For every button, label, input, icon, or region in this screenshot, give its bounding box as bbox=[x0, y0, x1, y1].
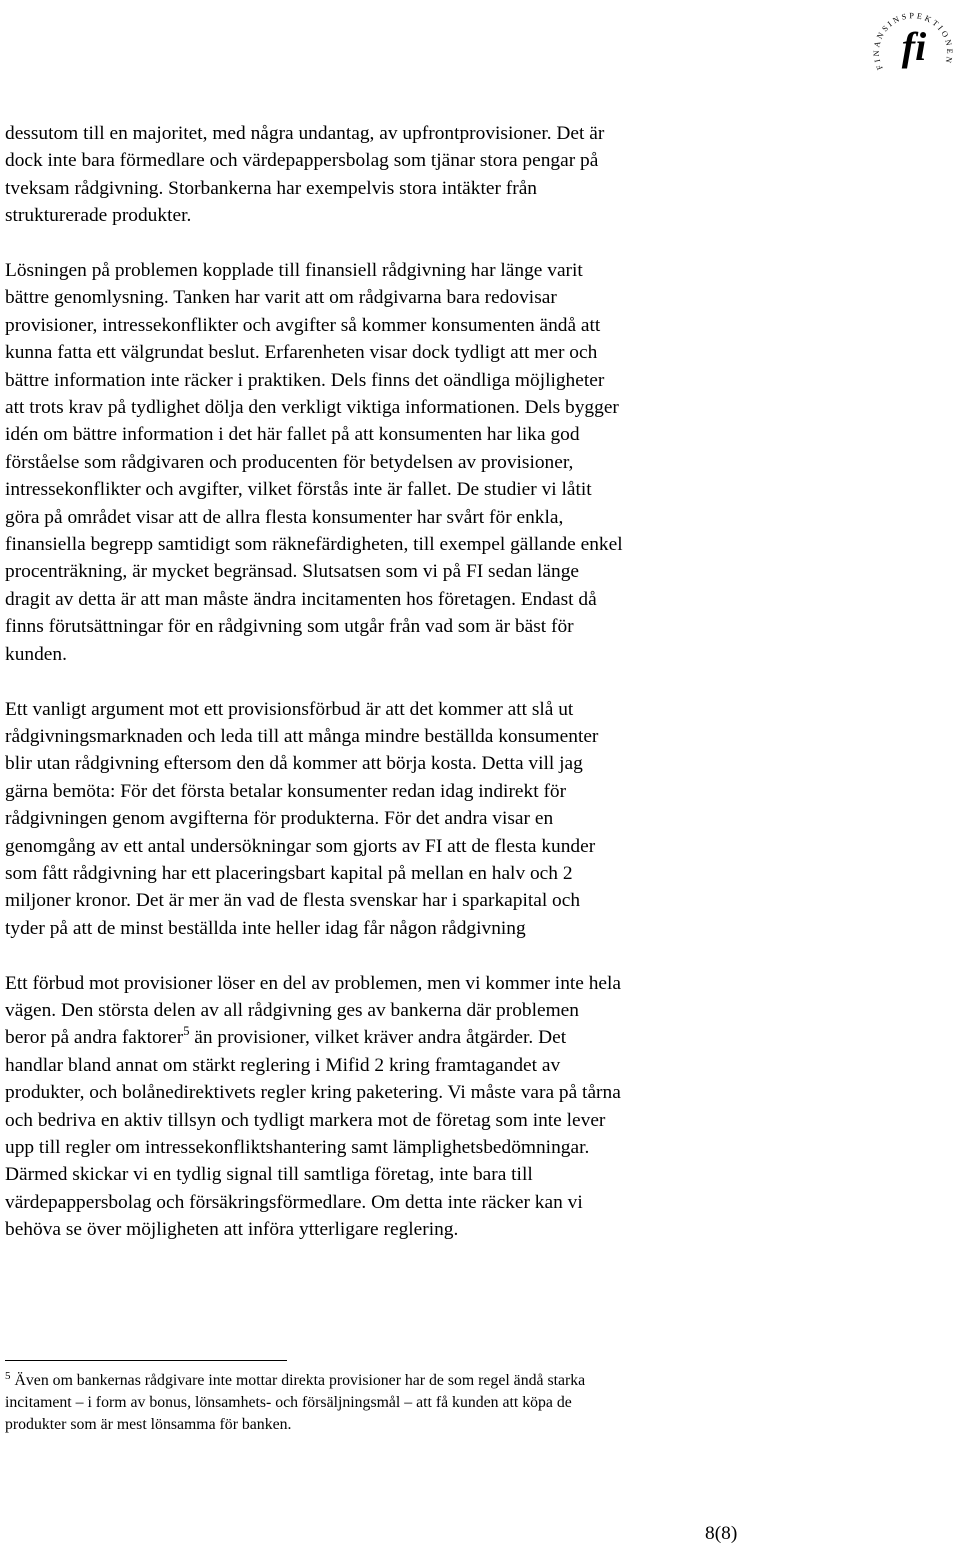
text-line: att trots krav på tydlighet dölja den verkligt viktiga informationen. Dels bygger bbox=[5, 397, 619, 419]
text-line: dock inte bara förmedlare och värdepappersbolag som tjänar stora pengar på bbox=[5, 150, 599, 172]
text-line: tveksam rådgivning. Storbankerna har exempelvis stora intäkter från bbox=[5, 177, 537, 199]
text-line: Lösningen på problemen kopplade till finansiell rådgivning har länge varit bbox=[5, 260, 583, 282]
text-line: tyder på att de minst beställda inte heller idag får någon rådgivning bbox=[5, 917, 526, 939]
text-line: kunden. bbox=[5, 643, 67, 665]
text-line: göra på området visar att de allra flesta konsumenter har svårt för enkla, bbox=[5, 506, 564, 528]
text-line: gärna bemöta: För det första betalar konsumenter redan idag indirekt för bbox=[5, 780, 567, 802]
paragraph-3 bbox=[5, 696, 775, 943]
text-line: genomgång av ett antal undersökningar som gjorts av FI att de flesta kunder bbox=[5, 835, 596, 857]
text-line: än provisioner, vilket kräver andra åtgärder. Det bbox=[189, 1027, 567, 1049]
text-line: dragit av detta är att man måste ändra incitamenten hos företagen. Endast då bbox=[5, 588, 597, 610]
text-line: finns förutsättningar för en rådgivning som utgår från vad som är bäst för bbox=[5, 616, 574, 638]
text-line: intressekonflikter och avgifter, vilket förstås inte är fallet. De studier vi låtit bbox=[5, 479, 592, 501]
footnote-line: produkter som är mest lönsamma för banken. bbox=[5, 1416, 292, 1433]
footnote-separator bbox=[5, 1360, 287, 1361]
text-line: idén om bättre information i det här fallet på att konsumenten har lika god bbox=[5, 424, 580, 446]
text-line: kunna fatta ett välgrundat beslut. Erfarenheten visar dock tydligt att mer och bbox=[5, 342, 598, 364]
text-line: strukturerade produkter. bbox=[5, 205, 192, 227]
text-line: produkter, och bolånedirektivets regler kring paketering. Vi måste vara på tårna bbox=[5, 1082, 621, 1104]
text-line: vägen. Den största delen av all rådgivning ges av bankerna där problemen bbox=[5, 999, 579, 1021]
page-number: 8(8) bbox=[705, 1523, 738, 1544]
text-line: Därmed skickar vi en tydlig signal till samtliga företag, inte bara till bbox=[5, 1164, 533, 1186]
text-line: beror på andra faktorer bbox=[5, 1027, 184, 1049]
text-line: dessutom till en majoritet, med några undantag, av upfrontprovisioner. Det är bbox=[5, 123, 605, 144]
text-line: blir utan rådgivning eftersom den då kommer att börja kosta. Detta vill jag bbox=[5, 753, 583, 775]
text-line: och bedriva en aktiv tillsyn och tydligt markera mot de företag som inte lever bbox=[5, 1109, 606, 1131]
footnote-line: incitament – i form av bonus, lönsamhets- och försäljningsmål – att få kunden att köpa de bbox=[5, 1394, 572, 1411]
text-line: Ett vanligt argument mot ett provisionsförbud är att det kommer att slå ut bbox=[5, 698, 574, 720]
text-line: bättre genomlysning. Tanken har varit att om rådgivarna bara redovisar bbox=[5, 287, 557, 309]
text-line: rådgivningen genom avgifterna för produkterna. För det andra visar en bbox=[5, 808, 554, 830]
text-line: miljoner kronor. Det är mer än vad de flesta svenskar har i sparkapital och bbox=[5, 890, 581, 912]
body-text bbox=[5, 120, 775, 1271]
text-line: som fått rådgivning har ett placeringsbart kapital på mellan en halv och 2 bbox=[5, 862, 573, 884]
text-line: behöva se över möjligheten att införa ytterligare reglering. bbox=[5, 1219, 459, 1241]
text-line: finansiella begrepp samtidigt som räknefärdigheten, till exempel gällande enkel bbox=[5, 534, 623, 556]
text-line: rådgivningsmarknaden och leda till att många mindre beställda konsumenter bbox=[5, 725, 599, 747]
text-line: Ett förbud mot provisioner löser en del av problemen, men vi kommer inte hela bbox=[5, 972, 622, 994]
logo-mark: fi bbox=[901, 24, 927, 69]
text-line: procenträkning, är mycket begränsad. Slutsatsen som vi på FI sedan länge bbox=[5, 561, 580, 583]
finansinspektionen-logo bbox=[870, 0, 956, 86]
text-line: upp till regler om intressekonfliktshantering samt lämplighetsbedömningar. bbox=[5, 1136, 590, 1158]
text-line: handlar bland annat om stärkt reglering i Mifid 2 kring framtagandet av bbox=[5, 1054, 561, 1076]
text-line: värdepappersbolag och försäkringsförmedlare. Om detta inte räcker kan vi bbox=[5, 1191, 583, 1213]
paragraph-4 bbox=[5, 970, 775, 1244]
logo-arc-text: FINANSINSPEKTIONEN bbox=[871, 11, 955, 72]
text-line: förståelse som rådgivaren och producenten för betydelsen av provisioner, bbox=[5, 451, 574, 473]
paragraph-2 bbox=[5, 257, 775, 668]
footnote bbox=[5, 1370, 745, 1436]
paragraph-1 bbox=[5, 120, 775, 230]
text-line: provisioner, intressekonflikter och avgifter så kommer konsumenten ändå att bbox=[5, 314, 601, 336]
footnote-line: Även om bankernas rådgivare inte mottar direkta provisioner har de som regel ändå starka bbox=[14, 1372, 586, 1389]
footnote-number: 5 bbox=[5, 1369, 11, 1382]
footnote-reference[interactable]: 5 bbox=[183, 1023, 190, 1038]
text-line: bättre information inte räcker i praktiken. Dels finns det oändliga möjligheter bbox=[5, 369, 605, 391]
